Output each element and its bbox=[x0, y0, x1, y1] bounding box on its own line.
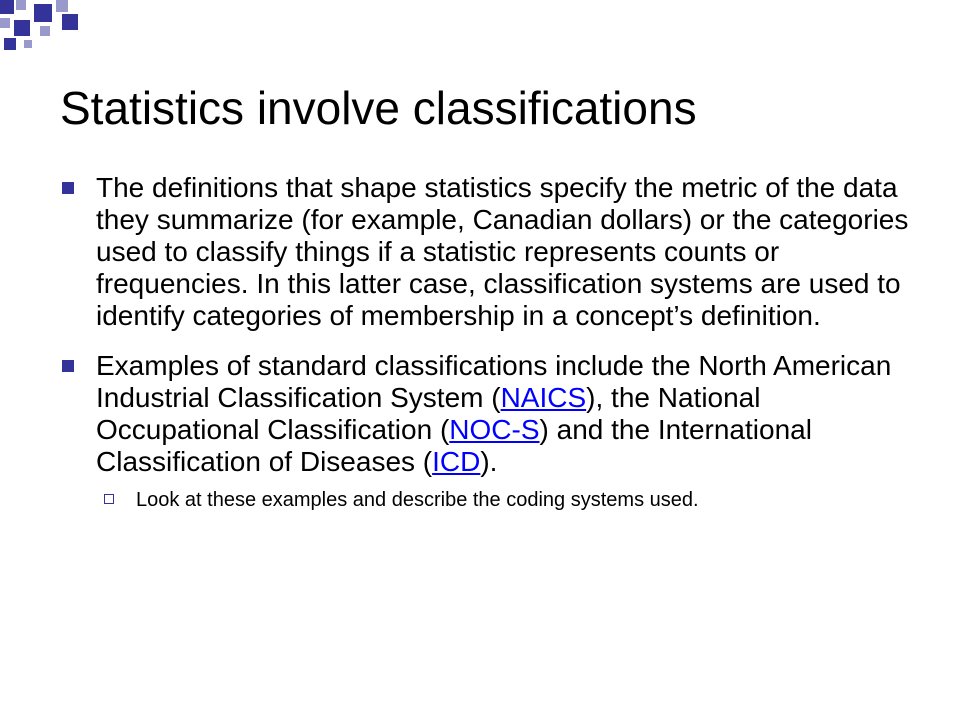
deco-square bbox=[24, 40, 32, 48]
square-bullet-icon bbox=[62, 182, 74, 194]
noc-s-link[interactable]: NOC-S bbox=[449, 414, 540, 445]
deco-square bbox=[62, 14, 78, 30]
bullet-text: ). bbox=[480, 446, 498, 477]
naics-link[interactable]: NAICS bbox=[500, 382, 587, 413]
deco-square bbox=[0, 18, 10, 28]
deco-square bbox=[14, 20, 30, 36]
sub-bullet-coding-systems bbox=[104, 488, 910, 512]
bullet-text: The definitions that shape statistics specify the metric of the data they summarize (for example, Canadian dollars) or the categories used to classify things if a statistic represents counts or frequencies. In this latter case, classification systems are used to identify categories of membership in a concept’s definition. bbox=[96, 172, 909, 331]
bullet-text: ) and the International Classification of Diseases ( bbox=[96, 414, 812, 477]
slide-content bbox=[60, 172, 910, 512]
bullet-examples bbox=[60, 350, 910, 478]
deco-square bbox=[4, 38, 16, 50]
deco-square bbox=[16, 0, 26, 10]
corner-decoration bbox=[0, 0, 80, 52]
square-bullet-icon bbox=[62, 360, 74, 372]
deco-square bbox=[34, 4, 52, 22]
deco-square bbox=[40, 26, 50, 36]
sub-bullet-text: Look at these examples and describe the coding systems used. bbox=[136, 489, 699, 511]
deco-square bbox=[0, 0, 14, 14]
bullet-definitions bbox=[60, 172, 910, 332]
hollow-square-bullet-icon bbox=[104, 494, 114, 504]
slide-title: Statistics involve classifications bbox=[60, 82, 697, 134]
deco-square bbox=[56, 0, 68, 12]
bullet-text: Examples of standard classifications include the North American Industrial Classification System ( bbox=[96, 350, 892, 413]
icd-link[interactable]: ICD bbox=[432, 446, 481, 477]
bullet-text: ), the National Occupational Classification ( bbox=[96, 382, 761, 445]
